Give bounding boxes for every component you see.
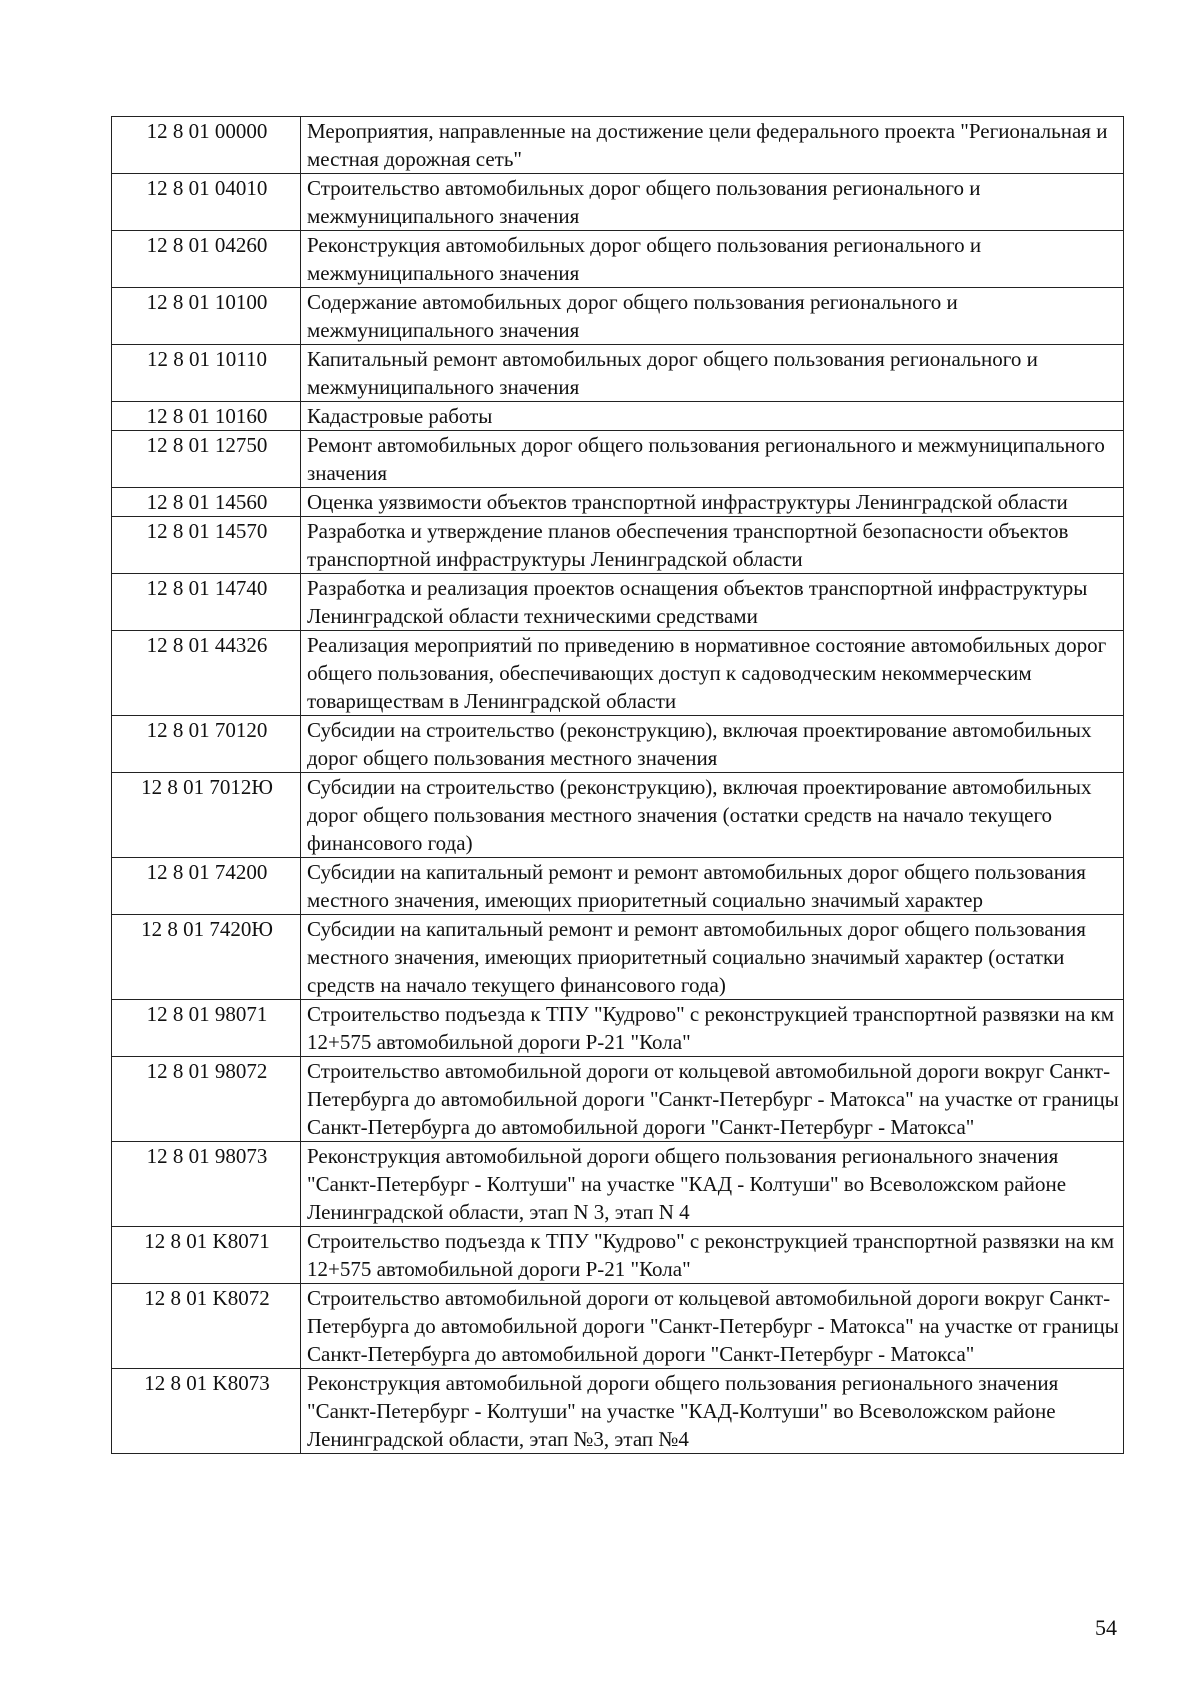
table-row <box>112 631 1124 716</box>
table-row <box>112 402 1124 431</box>
row-code: 12 8 01 14570 <box>112 517 301 574</box>
table-row <box>112 1284 1124 1369</box>
row-code: 12 8 01 70120 <box>112 716 301 773</box>
row-description: Реконструкция автомобильной дороги общего пользования регионального значения "Санкт-Петербург - Колтуши" на участке "КАД-Колтуши" во Всеволожском районе Ленинградской области, этап №3, этап №4 <box>301 1369 1124 1454</box>
row-description: Оценка уязвимости объектов транспортной инфраструктуры Ленинградской области <box>301 488 1124 517</box>
row-description: Субсидии на строительство (реконструкцию), включая проектирование автомобильных дорог общего пользования местного значения <box>301 716 1124 773</box>
row-description: Строительство автомобильной дороги от кольцевой автомобильной дороги вокруг Санкт-Петербурга до автомобильной дороги "Санкт-Петербург - Матокса" на участке от границы Санкт-Петербурга до автомобильной дороги "Санкт-Петербург - Матокса" <box>301 1284 1124 1369</box>
row-description: Разработка и утверждение планов обеспечения транспортной безопасности объектов транспортной инфраструктуры Ленинградской области <box>301 517 1124 574</box>
table-row <box>112 1369 1124 1454</box>
row-code: 12 8 01 14740 <box>112 574 301 631</box>
table-row <box>112 1142 1124 1227</box>
row-description: Строительство подъезда к ТПУ "Кудрово" с реконструкцией транспортной развязки на км 12+575 автомобильной дороги Р-21 "Кола" <box>301 1227 1124 1284</box>
row-code: 12 8 01 98071 <box>112 1000 301 1057</box>
row-description: Субсидии на капитальный ремонт и ремонт автомобильных дорог общего пользования местного значения, имеющих приоритетный социально значимый характер (остатки средств на начало текущего финансового года) <box>301 915 1124 1000</box>
row-code: 12 8 01 10110 <box>112 345 301 402</box>
table-row <box>112 345 1124 402</box>
row-code: 12 8 01 K8073 <box>112 1369 301 1454</box>
table-row <box>112 174 1124 231</box>
table-row <box>112 915 1124 1000</box>
row-code: 12 8 01 98072 <box>112 1057 301 1142</box>
table-row <box>112 773 1124 858</box>
table-row <box>112 431 1124 488</box>
row-code: 12 8 01 04260 <box>112 231 301 288</box>
row-description: Кадастровые работы <box>301 402 1124 431</box>
row-description: Реконструкция автомобильных дорог общего пользования регионального и межмуниципального значения <box>301 231 1124 288</box>
row-code: 12 8 01 12750 <box>112 431 301 488</box>
row-code: 12 8 01 10160 <box>112 402 301 431</box>
table-row <box>112 1057 1124 1142</box>
row-code: 12 8 01 K8072 <box>112 1284 301 1369</box>
row-code: 12 8 01 00000 <box>112 117 301 174</box>
table-row <box>112 517 1124 574</box>
table-row <box>112 574 1124 631</box>
table-row <box>112 231 1124 288</box>
budget-classification-table <box>111 116 1124 1454</box>
row-code: 12 8 01 04010 <box>112 174 301 231</box>
row-code: 12 8 01 14560 <box>112 488 301 517</box>
row-code: 12 8 01 98073 <box>112 1142 301 1227</box>
row-code: 12 8 01 7012Ю <box>112 773 301 858</box>
page-number: 54 <box>1095 1615 1117 1640</box>
table-row <box>112 716 1124 773</box>
row-code: 12 8 01 44326 <box>112 631 301 716</box>
row-description: Реализация мероприятий по приведению в нормативное состояние автомобильных дорог общего пользования, обеспечивающих доступ к садоводческим некоммерческим товариществам в Ленинградской области <box>301 631 1124 716</box>
table-row <box>112 1227 1124 1284</box>
row-code: 12 8 01 10100 <box>112 288 301 345</box>
table-row <box>112 117 1124 174</box>
row-description: Реконструкция автомобильной дороги общего пользования регионального значения "Санкт-Петербург - Колтуши" на участке "КАД - Колтуши" во Всеволожском районе Ленинградской области, этап N 3, этап N 4 <box>301 1142 1124 1227</box>
row-description: Строительство автомобильной дороги от кольцевой автомобильной дороги вокруг Санкт-Петербурга до автомобильной дороги "Санкт-Петербург - Матокса" на участке от границы Санкт-Петербурга до автомобильной дороги "Санкт-Петербург - Матокса" <box>301 1057 1124 1142</box>
row-description: Субсидии на капитальный ремонт и ремонт автомобильных дорог общего пользования местного значения, имеющих приоритетный социально значимый характер <box>301 858 1124 915</box>
table-row <box>112 1000 1124 1057</box>
row-code: 12 8 01 74200 <box>112 858 301 915</box>
row-code: 12 8 01 7420Ю <box>112 915 301 1000</box>
table-row <box>112 858 1124 915</box>
table-body <box>112 117 1124 1454</box>
row-description: Строительство автомобильных дорог общего пользования регионального и межмуниципального значения <box>301 174 1124 231</box>
table-row <box>112 488 1124 517</box>
table-row <box>112 288 1124 345</box>
row-description: Мероприятия, направленные на достижение цели федерального проекта "Региональная и местная дорожная сеть" <box>301 117 1124 174</box>
row-code: 12 8 01 K8071 <box>112 1227 301 1284</box>
row-description: Содержание автомобильных дорог общего пользования регионального и межмуниципального значения <box>301 288 1124 345</box>
row-description: Субсидии на строительство (реконструкцию), включая проектирование автомобильных дорог общего пользования местного значения (остатки средств на начало текущего финансового года) <box>301 773 1124 858</box>
row-description: Разработка и реализация проектов оснащения объектов транспортной инфраструктуры Ленинградской области техническими средствами <box>301 574 1124 631</box>
row-description: Ремонт автомобильных дорог общего пользования регионального и межмуниципального значения <box>301 431 1124 488</box>
row-description: Строительство подъезда к ТПУ "Кудрово" с реконструкцией транспортной развязки на км 12+575 автомобильной дороги Р-21 "Кола" <box>301 1000 1124 1057</box>
row-description: Капитальный ремонт автомобильных дорог общего пользования регионального и межмуниципального значения <box>301 345 1124 402</box>
